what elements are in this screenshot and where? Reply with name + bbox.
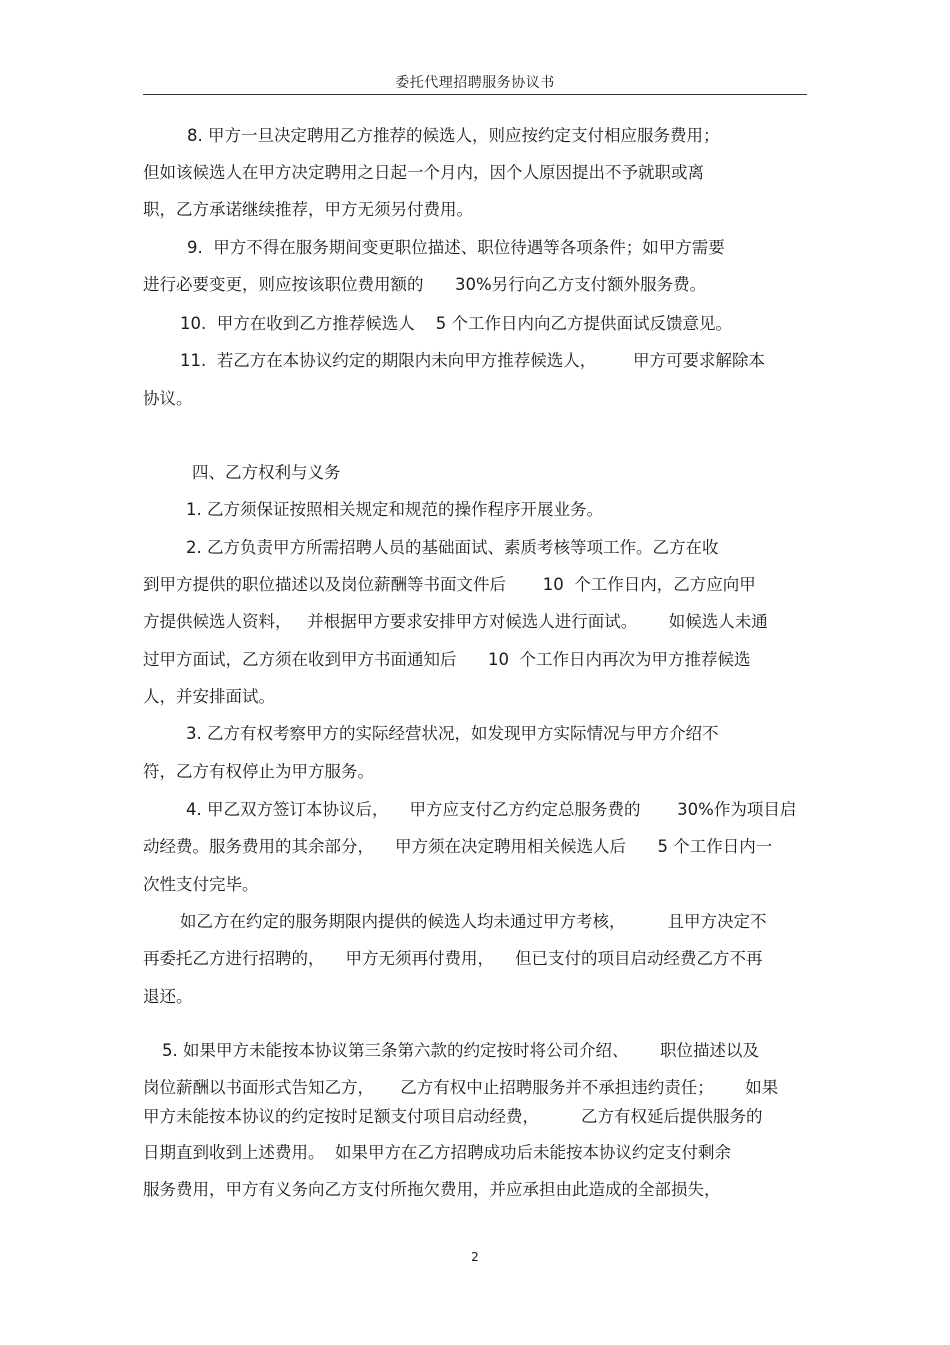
- text-line: 但如该候选人在甲方决定聘用之日起一个月内，因个人原因提出不予就职或离: [143, 163, 704, 182]
- text-line: 职，乙方承诺继续推荐，甲方无须另付费用。: [143, 200, 473, 219]
- text-line: 4. 甲乙双方签订本协议后， 甲方应支付乙方约定总服务费的 30%作为项目启: [186, 800, 797, 819]
- text-line: 方提供候选人资料， 并根据甲方要求安排甲方对候选人进行面试。 如候选人未通: [143, 612, 768, 631]
- text-line: 过甲方面试，乙方须在收到甲方书面通知后 10 个工作日内再次为甲方推荐候选: [143, 650, 751, 669]
- text-line: 岗位薪酬以书面形式告知乙方， 乙方有权中止招聘服务并不承担违约责任； 如果: [143, 1078, 779, 1097]
- text-line: 到甲方提供的职位描述以及岗位薪酬等书面文件后 10 个工作日内，乙方应向甲: [143, 575, 756, 594]
- page-header-title: 委托代理招聘服务协议书: [395, 75, 555, 91]
- section-heading: 四、乙方权利与义务: [192, 463, 341, 482]
- text-line: 日期直到收到上述费用。 如果甲方在乙方招聘成功后未能按本协议约定支付剩余: [143, 1143, 731, 1162]
- text-line: 人，并安排面试。: [143, 687, 275, 706]
- text-line: 2. 乙方负责甲方所需招聘人员的基础面试、素质考核等项工作。乙方在收: [186, 538, 719, 557]
- text-line: 10. 甲方在收到乙方推荐候选人 5 个工作日内向乙方提供面试反馈意见。: [180, 314, 732, 333]
- text-line: 服务费用，甲方有义务向乙方支付所拖欠费用，并应承担由此造成的全部损失，: [143, 1180, 721, 1199]
- text-line: 甲方未能按本协议的约定按时足额支付项目启动经费， 乙方有权延后提供服务的: [143, 1107, 763, 1126]
- text-line: 8. 甲方一旦决定聘用乙方推荐的候选人，则应按约定支付相应服务费用；: [187, 126, 720, 145]
- text-line: 退还。: [143, 987, 193, 1006]
- text-line: 协议。: [143, 389, 193, 408]
- text-line: 再委托乙方进行招聘的， 甲方无须再付费用， 但已支付的项目启动经费乙方不再: [143, 949, 763, 968]
- text-line: 5. 如果甲方未能按本协议第三条第六款的约定按时将公司介绍、 职位描述以及: [162, 1041, 759, 1060]
- text-line: 动经费。服务费用的其余部分， 甲方须在决定聘用相关候选人后 5 个工作日内一: [143, 837, 773, 856]
- text-line: 符，乙方有权停止为甲方服务。: [143, 762, 374, 781]
- header-rule: [143, 94, 807, 95]
- text-line: 1. 乙方须保证按照相关规定和规范的操作程序开展业务。: [186, 500, 603, 519]
- page-number: 2: [471, 1250, 479, 1264]
- text-line: 进行必要变更，则应按该职位费用额的 30%另行向乙方支付额外服务费。: [143, 275, 707, 294]
- text-line: 如乙方在约定的服务期限内提供的候选人均未通过甲方考核， 且甲方决定不: [180, 912, 767, 931]
- text-line: 3. 乙方有权考察甲方的实际经营状况，如发现甲方实际情况与甲方介绍不: [186, 724, 719, 743]
- text-line: 11. 若乙方在本协议约定的期限内未向甲方推荐候选人， 甲方可要求解除本: [180, 351, 765, 370]
- text-line: 次性支付完毕。: [143, 875, 259, 894]
- text-line: 9. 甲方不得在服务期间变更职位描述、职位待遇等各项条件；如甲方需要: [187, 238, 725, 257]
